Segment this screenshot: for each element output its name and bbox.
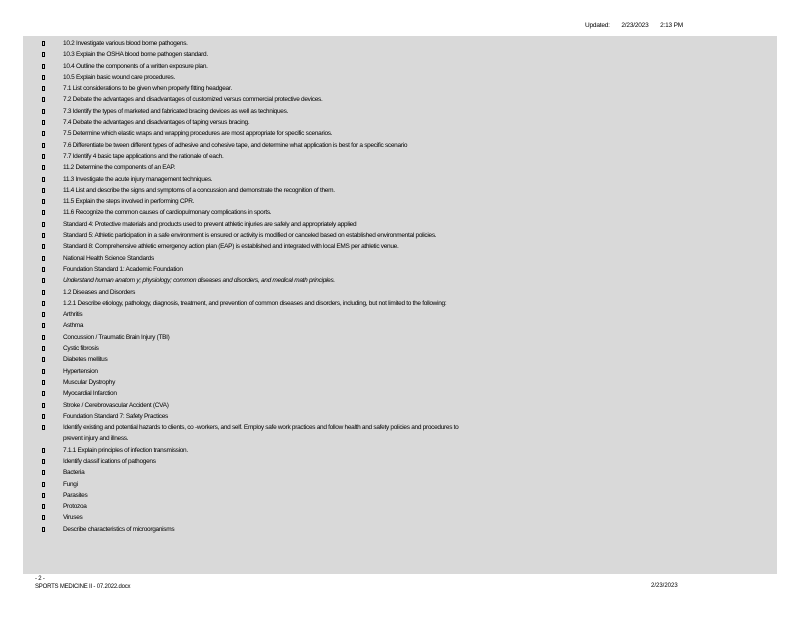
- list-item-text: [63, 479, 757, 490]
- list-item-line: Describe characteristics of microorganisms: [63, 525, 175, 533]
- list-item: [23, 219, 777, 230]
- list-item: [23, 151, 777, 162]
- list-item-text: [63, 128, 757, 139]
- checkbox-bullet-icon: [42, 301, 45, 306]
- standards-list: [23, 38, 777, 535]
- document-name: SPORTS MEDICINE II - 07.2022.docx: [35, 584, 131, 590]
- list-item: [23, 490, 777, 501]
- list-item-line: Stroke / Cerebrovascular Accident (CVA): [63, 401, 169, 409]
- checkbox-bullet-icon: [42, 233, 45, 238]
- list-item-text: [63, 512, 757, 523]
- checkbox-bullet-icon: [42, 391, 45, 396]
- checkbox-bullet-icon: [42, 41, 45, 46]
- checkbox-bullet-icon: [42, 380, 45, 385]
- list-item-line: 7.3 Identify the types of marketed and fabricated bracing devices as well as techniques.: [63, 107, 289, 115]
- list-item-line: Asthma: [63, 322, 84, 330]
- list-item-text: [63, 241, 757, 252]
- list-item: [23, 38, 777, 49]
- list-item-line: Diabetes mellitus: [63, 356, 108, 364]
- checkbox-bullet-icon: [42, 199, 45, 204]
- checkbox-bullet-icon: [42, 323, 45, 328]
- list-item-line: 11.6 Recognize the common causes of cardiopulmonary complications in sports.: [63, 209, 272, 217]
- list-item: [23, 400, 777, 411]
- list-item-line: Hypertension: [63, 367, 98, 375]
- checkbox-bullet-icon: [42, 143, 45, 148]
- list-item-line: Standard 5: Athletic participation in a safe environment is ensured or activity is modified or canceled based on established environmental policies.: [63, 232, 437, 240]
- checkbox-bullet-icon: [42, 403, 45, 408]
- list-item: [23, 185, 777, 196]
- list-item-text: [63, 61, 757, 72]
- list-item-line: 1.2.1 Describe etiology, pathology, diagnosis, treatment, and prevention of common diseases and disorders, including, but not limited to the following:: [63, 299, 447, 307]
- list-item-text: [63, 490, 757, 501]
- list-item: [23, 94, 777, 105]
- page-footer: [35, 575, 130, 591]
- list-item-line: Fungi: [63, 480, 78, 488]
- list-item-text: [63, 117, 757, 128]
- list-item-line: Myocardial Infarction: [63, 390, 117, 398]
- checkbox-bullet-icon: [42, 177, 45, 182]
- checkbox-bullet-icon: [42, 64, 45, 69]
- list-item: [23, 174, 777, 185]
- list-item-line: Cystic fibrosis: [63, 345, 99, 353]
- list-item-text: [63, 49, 757, 60]
- list-item-line: Concussion / Traumatic Brain Injury (TBI): [63, 333, 170, 341]
- list-item: [23, 241, 777, 252]
- list-item: [23, 320, 777, 331]
- list-item-text: [63, 162, 757, 173]
- list-item-text: [63, 400, 757, 411]
- list-item-text: [63, 366, 757, 377]
- checkbox-bullet-icon: [42, 335, 45, 340]
- list-item: [23, 332, 777, 343]
- list-item-line-continued: prevent injury and illness.: [63, 435, 129, 443]
- list-item: [23, 479, 777, 490]
- checkbox-bullet-icon: [42, 154, 45, 159]
- footer-date: 2/23/2023: [651, 583, 678, 589]
- list-item-line: Bacteria: [63, 469, 85, 477]
- list-item-line: 7.6 Differentiate be tween different types of adhesive and cohesive tape, and determine what application is best for a specific scenario: [63, 141, 408, 149]
- list-item: [23, 61, 777, 72]
- list-item-line: 7.2 Debate the advantages and disadvantages of customized versus commercial protective devices.: [63, 96, 323, 104]
- list-item: [23, 83, 777, 94]
- checkbox-bullet-icon: [42, 470, 45, 475]
- list-item-line: National Health Science Standards: [63, 254, 154, 262]
- list-item-text: [63, 140, 757, 151]
- page-number: - 2 -: [35, 576, 45, 582]
- list-item-text: [63, 174, 757, 185]
- checkbox-bullet-icon: [42, 210, 45, 215]
- checkbox-bullet-icon: [42, 188, 45, 193]
- list-item-text: [63, 467, 757, 478]
- list-item-line: Foundation Standard 7: Safety Practices: [63, 412, 169, 420]
- checkbox-bullet-icon: [42, 504, 45, 509]
- checkbox-bullet-icon: [42, 267, 45, 272]
- updated-time: 2:13 PM: [660, 22, 683, 29]
- list-item-line: 7.5 Determine which elastic wraps and wrapping procedures are most appropriate for specific scenarios.: [63, 130, 333, 138]
- checkbox-bullet-icon: [42, 222, 45, 227]
- checkbox-bullet-icon: [42, 97, 45, 102]
- list-item-line: 10.2 Investigate various blood borne pathogens.: [63, 40, 188, 47]
- list-item: [23, 196, 777, 207]
- checkbox-bullet-icon: [42, 369, 45, 374]
- checkbox-bullet-icon: [42, 86, 45, 91]
- list-item: [23, 309, 777, 320]
- checkbox-bullet-icon: [42, 346, 45, 351]
- list-item: [23, 377, 777, 388]
- list-item: [23, 162, 777, 173]
- list-item-line: 7.4 Debate the advantages and disadvantages of taping versus bracing.: [63, 119, 250, 127]
- list-item-text: [63, 196, 757, 207]
- list-item-line: Parasites: [63, 491, 88, 499]
- list-item-text: [63, 264, 757, 275]
- list-item: [23, 524, 777, 535]
- list-item-text: [63, 411, 757, 422]
- list-item-line: 10.3 Explain the OSHA blood borne pathogen standard.: [63, 51, 208, 59]
- list-item: [23, 264, 777, 275]
- updated-stamp: [585, 22, 693, 29]
- list-item-text: [63, 445, 757, 456]
- list-item-text: [63, 287, 757, 298]
- list-item-line: 10.4 Outline the components of a written exposure plan.: [63, 62, 208, 70]
- checkbox-bullet-icon: [42, 425, 45, 430]
- list-item: [23, 456, 777, 467]
- checkbox-bullet-icon: [42, 357, 45, 362]
- list-item-text: [63, 343, 757, 354]
- list-item-line: Foundation Standard 1: Academic Foundation: [63, 265, 183, 273]
- list-item-text: [63, 106, 757, 117]
- checkbox-bullet-icon: [42, 459, 45, 464]
- list-item-line: 10.5 Explain basic wound care procedures.: [63, 73, 175, 81]
- list-item: [23, 354, 777, 365]
- list-item-text: [63, 501, 757, 512]
- checkbox-bullet-icon: [42, 527, 45, 532]
- list-item-line: Identify classif ications of pathogens: [63, 457, 156, 465]
- list-item: [23, 411, 777, 422]
- list-item-line: 11.4 List and describe the signs and symptoms of a concussion and demonstrate the recognition of them.: [63, 186, 335, 194]
- list-item-text: [63, 388, 757, 399]
- checkbox-bullet-icon: [42, 312, 45, 317]
- list-item-text: [63, 275, 757, 286]
- list-item: [23, 343, 777, 354]
- list-item-line: Understand human anatom y; physiology; common diseases and disorders, and medical math principles.: [63, 277, 335, 285]
- list-item-line: Standard 4: Protective materials and products used to prevent athletic injuries are safely and appropriately applied: [63, 220, 357, 228]
- list-item-text: [63, 185, 757, 196]
- list-item-text: [63, 354, 757, 365]
- list-item-text: [63, 72, 757, 83]
- checkbox-bullet-icon: [42, 109, 45, 114]
- list-item-line: 11.3 Investigate the acute injury management techniques.: [63, 175, 213, 183]
- list-item-line: Standard 8: Comprehensive athletic emergency action plan (EAP) is established and integrated with local EMS per athletic venue.: [63, 243, 399, 251]
- list-item: [23, 49, 777, 60]
- list-item-line: 7.1 List considerations to be given when properly fitting headgear.: [63, 85, 232, 93]
- list-item-text: [63, 524, 757, 535]
- list-item: [23, 501, 777, 512]
- updated-date: 2/23/2023: [621, 22, 649, 29]
- list-item: [23, 72, 777, 83]
- checkbox-bullet-icon: [42, 414, 45, 419]
- list-item-line: Muscular Dystrophy: [63, 378, 116, 386]
- list-item-line: 1.2 Diseases and Disorders: [63, 288, 136, 296]
- list-item-text: [63, 207, 757, 218]
- list-item-text: [63, 83, 757, 94]
- list-item: [23, 275, 777, 286]
- list-item: [23, 388, 777, 399]
- checkbox-bullet-icon: [42, 493, 45, 498]
- list-item: [23, 117, 777, 128]
- list-item: [23, 140, 777, 151]
- list-item-line: Viruses: [63, 514, 83, 522]
- standards-list-panel: [23, 36, 777, 574]
- list-item-text: [63, 309, 757, 320]
- checkbox-bullet-icon: [42, 131, 45, 136]
- list-item: [23, 207, 777, 218]
- list-item-text: [63, 38, 757, 49]
- list-item-line: Arthritis: [63, 311, 83, 319]
- list-item-text: [63, 422, 757, 445]
- list-item-text: [63, 151, 757, 162]
- list-item-text: [63, 253, 757, 264]
- checkbox-bullet-icon: [42, 244, 45, 249]
- checkbox-bullet-icon: [42, 120, 45, 125]
- list-item: [23, 298, 777, 309]
- list-item-text: [63, 332, 757, 343]
- updated-label: Updated:: [585, 22, 610, 29]
- list-item: [23, 230, 777, 241]
- list-item-text: [63, 377, 757, 388]
- checkbox-bullet-icon: [42, 482, 45, 487]
- list-item: [23, 287, 777, 298]
- checkbox-bullet-icon: [42, 165, 45, 170]
- list-item: [23, 128, 777, 139]
- list-item-text: [63, 94, 757, 105]
- checkbox-bullet-icon: [42, 448, 45, 453]
- list-item-line: 7.7 Identify 4 basic tape applications and the rationale of each.: [63, 152, 224, 160]
- checkbox-bullet-icon: [42, 75, 45, 80]
- list-item: [23, 106, 777, 117]
- checkbox-bullet-icon: [42, 256, 45, 261]
- list-item-text: [63, 456, 757, 467]
- list-item: [23, 445, 777, 456]
- checkbox-bullet-icon: [42, 52, 45, 57]
- list-item-line: 7.1.1 Explain principles of infection transmission.: [63, 446, 188, 454]
- list-item-line: 11.5 Explain the steps involved in performing CPR.: [63, 198, 195, 206]
- list-item: [23, 512, 777, 523]
- list-item-line: Protozoa: [63, 503, 87, 511]
- list-item: [23, 253, 777, 264]
- checkbox-bullet-icon: [42, 290, 45, 295]
- list-item: [23, 366, 777, 377]
- list-item-text: [63, 219, 757, 230]
- list-item-line: 11.2 Determine the components of an EAP.: [63, 164, 176, 172]
- checkbox-bullet-icon: [42, 278, 45, 283]
- list-item-line: Identify existing and potential hazards to clients, co -workers, and self. Employ safe work practices and follow health and safety policies and procedures to: [63, 424, 459, 432]
- checkbox-bullet-icon: [42, 515, 45, 520]
- list-item: [23, 422, 777, 445]
- list-item: [23, 467, 777, 478]
- list-item-text: [63, 230, 757, 241]
- list-item-text: [63, 298, 757, 309]
- list-item-text: [63, 320, 757, 331]
